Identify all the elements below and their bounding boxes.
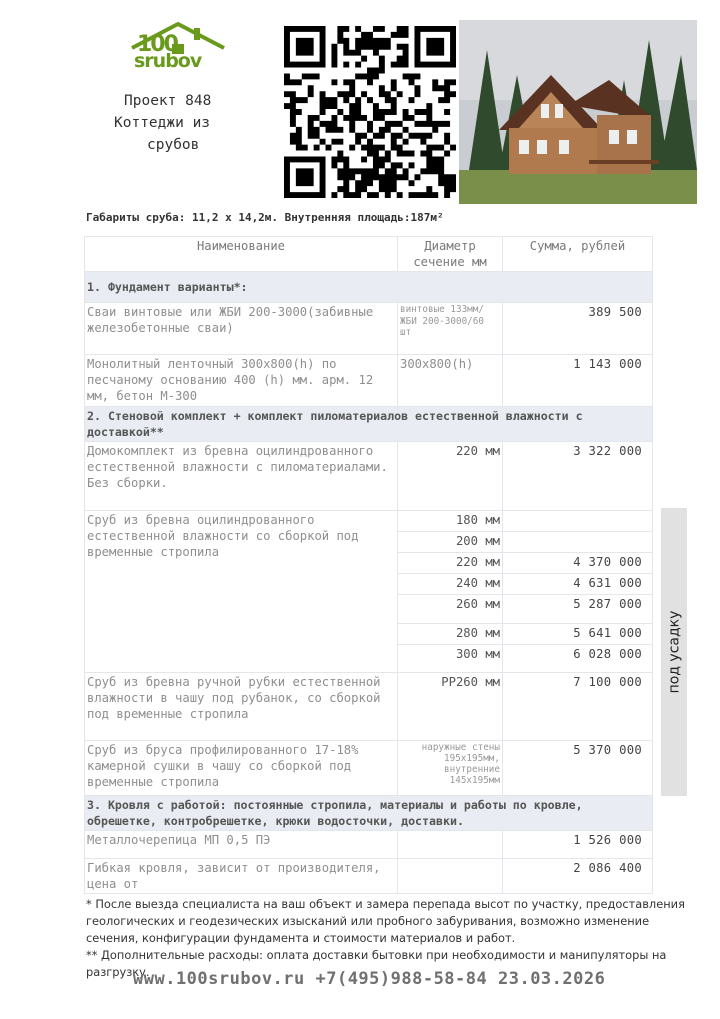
row-diameter: винтовые 133мм/ЖБИ 200-3000/60 шт [398, 303, 503, 355]
row-diameter: РР260 мм [398, 673, 503, 741]
row-diameter: 300х800(h) [398, 355, 503, 407]
row-diameter: 280 мм [398, 624, 503, 645]
row-name: Сруб из бревна ручной рубки естественной влажности в чашу под рубанок, со сборкой под временные стропила [85, 673, 398, 741]
row-sum: 4 370 000 [503, 553, 653, 574]
table-row [85, 831, 653, 859]
table-row [85, 859, 653, 894]
house-photo [459, 20, 697, 204]
table-row [85, 741, 653, 796]
footer-contacts: www.100srubov.ru +7(495)988-58-84 23.03.2026 [133, 969, 606, 989]
row-diameter: 260 мм [398, 595, 503, 624]
row-diameter: 220 мм [398, 442, 503, 511]
row-sum: 6 028 000 [503, 645, 653, 673]
row-name: Сруб из бруса профилированного 17-18% камерной сушки в чашу со сборкой под временные стропила [85, 741, 398, 796]
dimensions-text: Габариты сруба: 11,2 х 14,2м. Внутренняя площадь:187м² [86, 211, 444, 224]
row-name: Гибкая кровля, зависит от производителя, цена от [85, 859, 398, 894]
logo-brand: srubov [134, 50, 202, 72]
section-walls: 2. Стеновой комплект + комплект пиломатериалов естественной влажности с доставкой** [85, 407, 653, 442]
table-row [85, 303, 653, 355]
price-table [84, 236, 652, 894]
row-diameter: 180 мм [398, 511, 503, 532]
row-sum: 5 641 000 [503, 624, 653, 645]
row-sum: 4 631 000 [503, 574, 653, 595]
table-row [85, 673, 653, 741]
header-sum: Сумма, рублей [503, 237, 653, 272]
row-name: Сваи винтовые или ЖБИ 200-3000(забивные железобетонные сваи) [85, 303, 398, 355]
project-title: Проект 848 [124, 93, 212, 109]
row-diameter [398, 831, 503, 859]
row-name: Сруб из бревна оцилиндрованного естественной влажности со сборкой под временные стропила [85, 511, 398, 673]
row-sum: 5 287 000 [503, 595, 653, 624]
row-name: Металлочерепица МП 0,5 ПЭ [85, 831, 398, 859]
table-header-row [85, 237, 653, 272]
row-diameter: 200 мм [398, 532, 503, 553]
row-diameter: наружные стены 195х195мм, внутренние 145х195мм [398, 741, 503, 796]
shrinkage-label-text: под усадку [666, 610, 682, 694]
row-diameter: 300 мм [398, 645, 503, 673]
row-sum: 2 086 400 [503, 859, 653, 894]
project-subtitle-line2: срубов [147, 137, 200, 153]
row-diameter: 240 мм [398, 574, 503, 595]
table-row [85, 511, 653, 532]
row-name: Монолитный ленточный 300х800(h) по песчаному основанию 400 (h) мм. арм. 12 мм, бетон М-300 [85, 355, 398, 407]
row-sum: 1 143 000 [503, 355, 653, 407]
row-sum: 1 526 000 [503, 831, 653, 859]
row-sum: 3 322 000 [503, 442, 653, 511]
row-sum: 7 100 000 [503, 673, 653, 741]
row-sum: 5 370 000 [503, 741, 653, 796]
table-row [85, 442, 653, 511]
shrinkage-label [661, 508, 687, 796]
footnote-expenses: ** Дополнительные расходы: оплата доставки бытовки при необходимости и манипуляторы на разгрузку. [86, 948, 667, 979]
section-roof: 3. Кровля с работой: постоянные стропила, материалы и работы по кровле, обрешетке, контробрешетке, крюки водосточки, доставки. [85, 796, 653, 831]
row-diameter: 220 мм [398, 553, 503, 574]
footnote-foundation: * После выезда специалиста на ваш объект и замера перепада высот по участку, предоставления геологических и геодезических изысканий или пробного забуривания, возможно изменение сечения, конфигурации фундамента и стоимости материалов и работ. [86, 897, 685, 945]
section-foundation: 1. Фундамент варианты*: [85, 272, 653, 303]
row-diameter [398, 859, 503, 894]
row-sum: 389 500 [503, 303, 653, 355]
logo-number: 100 [137, 32, 177, 57]
header-diameter: Диаметр сечение мм [398, 237, 503, 272]
project-subtitle-line1: Коттеджи из [114, 115, 211, 131]
row-sum [503, 511, 653, 532]
qr-code [284, 26, 456, 198]
row-sum [503, 532, 653, 553]
header-name: Наименование [85, 237, 398, 272]
row-name: Домокомплект из бревна оцилиндрованного естественной влажности с пиломатериалами. Без сборки. [85, 442, 398, 511]
table-row [85, 355, 653, 407]
